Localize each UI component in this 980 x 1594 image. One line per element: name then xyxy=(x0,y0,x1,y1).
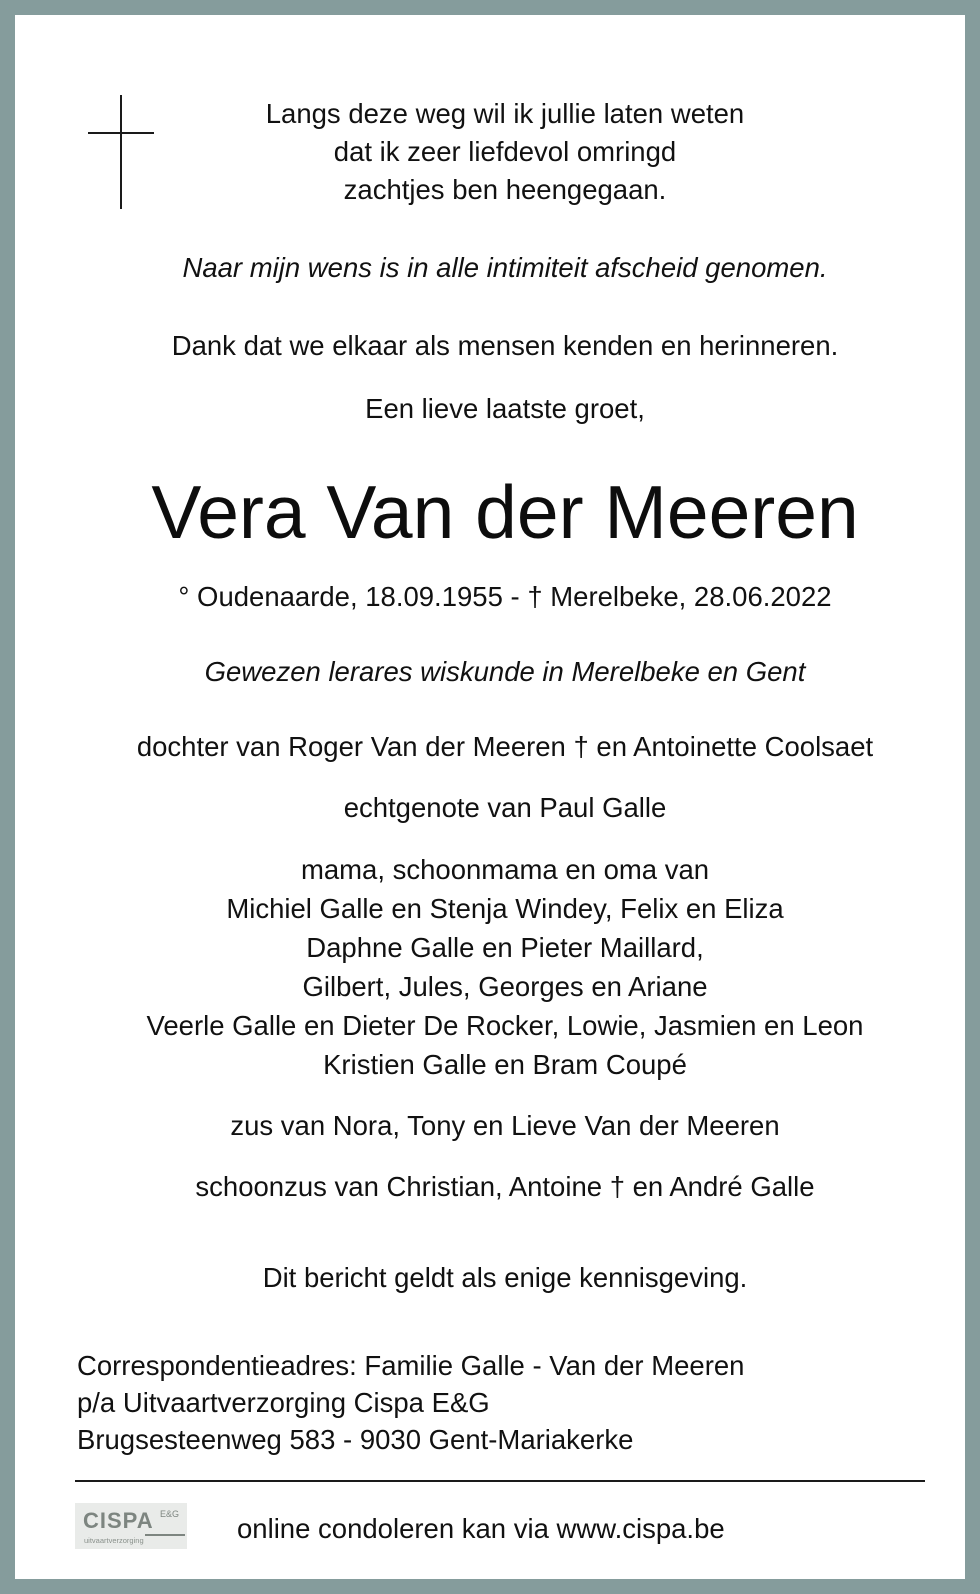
intro-line-2: dat ik zeer liefdevol omringd xyxy=(333,136,677,167)
logo-main-text: CISPA xyxy=(83,1508,154,1533)
spouse-line: echtgenote van Paul Galle xyxy=(343,792,667,823)
intro-line-1: Langs deze weg wil ik jullie laten weten xyxy=(265,98,745,129)
family-line-5: Veerle Galle en Dieter De Rocker, Lowie, Jasmien en Leon xyxy=(146,1010,864,1041)
sister-line: zus van Nora, Tony en Lieve Van der Meeren xyxy=(230,1110,780,1141)
logo-suffix-text: E&G xyxy=(160,1509,180,1519)
logo-sub-text: uitvaartverzorging xyxy=(84,1536,144,1545)
birth-death-dates: ° Oudenaarde, 18.09.1955 - † Merelbeke, 28.06.2022 xyxy=(178,581,832,612)
deceased-name: Vera Van der Meeren xyxy=(151,470,859,554)
daughter-line: dochter van Roger Van der Meeren † en Antoinette Coolsaet xyxy=(136,731,874,762)
intro-line-3: zachtjes ben heengegaan. xyxy=(343,174,667,205)
family-line-3: Daphne Galle en Pieter Maillard, xyxy=(306,932,704,963)
cispa-logo xyxy=(75,1503,187,1549)
address-line-1: Correspondentieadres: Familie Galle - Van der Meeren xyxy=(77,1350,745,1381)
profession-line: Gewezen lerares wiskunde in Merelbeke en Gent xyxy=(204,656,806,687)
greeting-line: Een lieve laatste groet, xyxy=(365,393,645,424)
sister-in-law-line: schoonzus van Christian, Antoine † en André Galle xyxy=(195,1171,815,1202)
address-line-2: p/a Uitvaartverzorging Cispa E&G xyxy=(77,1387,490,1418)
family-line-2: Michiel Galle en Stenja Windey, Felix en Eliza xyxy=(226,893,784,924)
divider xyxy=(75,1480,925,1482)
condolence-link-text: online condoleren kan via www.cispa.be xyxy=(237,1513,725,1544)
family-line-6: Kristien Galle en Bram Coupé xyxy=(323,1049,687,1080)
thanks-line: Dank dat we elkaar als mensen kenden en herinneren. xyxy=(171,330,839,361)
wish-line: Naar mijn wens is in alle intimiteit afscheid genomen. xyxy=(182,252,828,283)
notice-line: Dit bericht geldt als enige kennisgeving. xyxy=(262,1262,748,1293)
address-line-3: Brugsesteenweg 583 - 9030 Gent-Mariakerke xyxy=(77,1424,634,1455)
family-line-4: Gilbert, Jules, Georges en Ariane xyxy=(302,971,708,1002)
family-line-1: mama, schoonmama en oma van xyxy=(300,854,710,885)
